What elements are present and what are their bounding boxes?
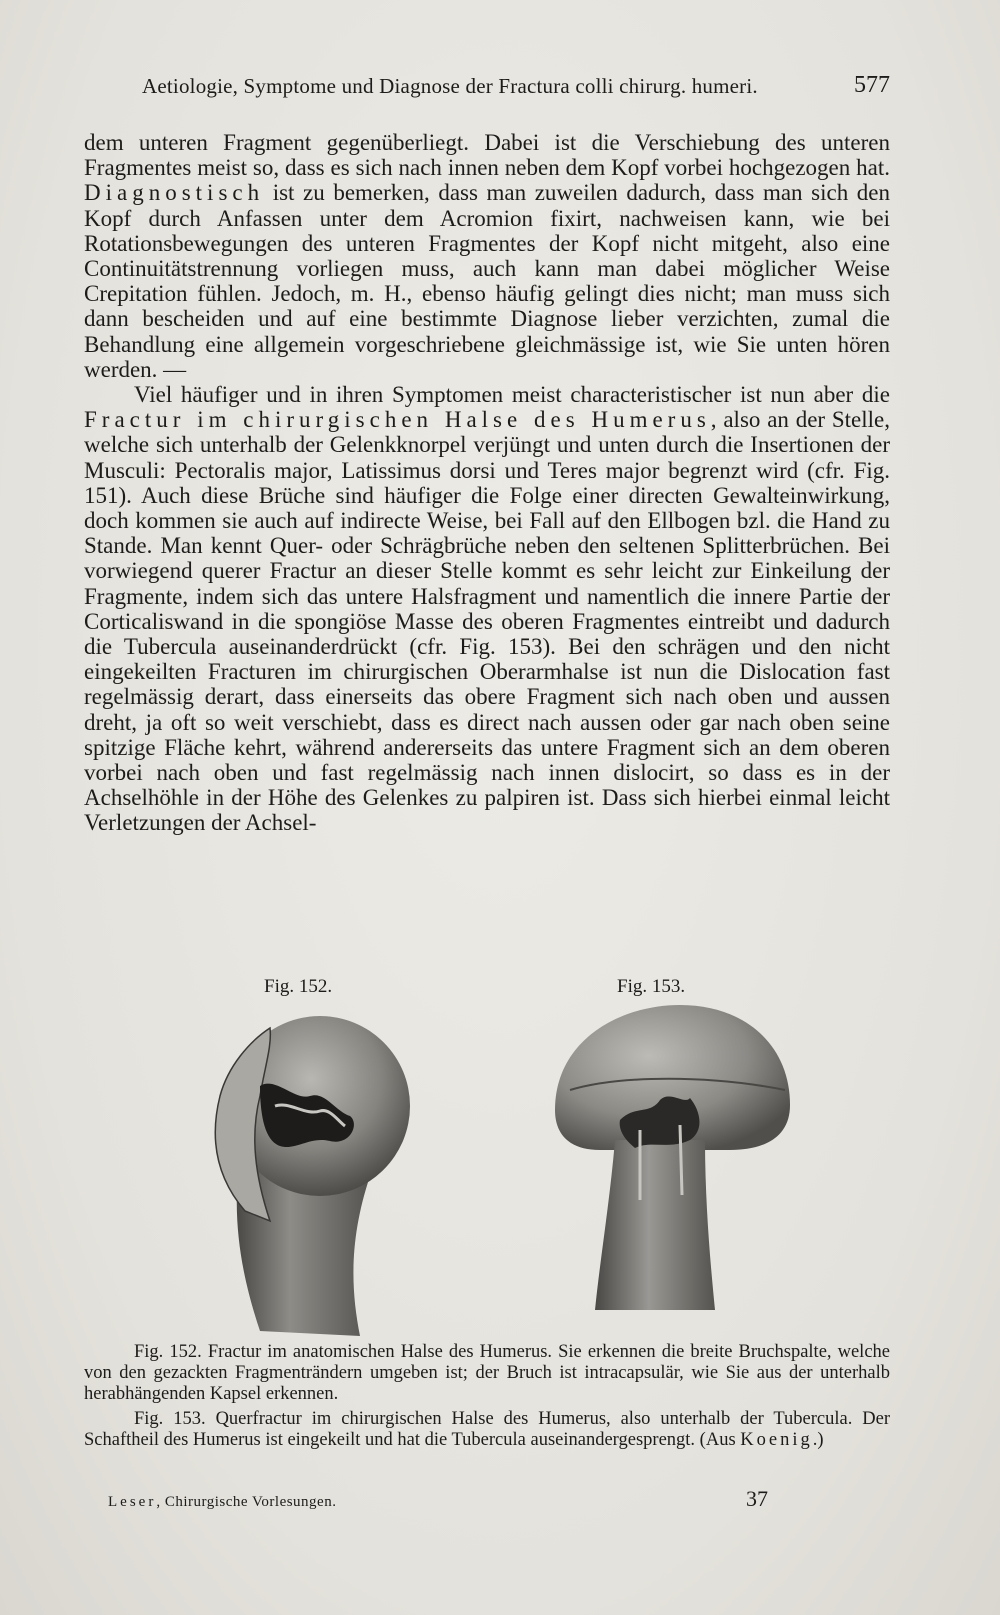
caption-152-number: Fig. 152.	[134, 1342, 202, 1362]
caption-152-text: Fractur im anatomischen Halse des Humerus. Sie erkennen die breite Bruchspalte, welche von den gezackten Fragmenträndern umgeben ist; der Bruch ist intracapsulär, wie Sie aus der unterhalb herabhängenden Kapsel erkennen.	[84, 1342, 890, 1404]
caption-fig-152	[84, 1342, 890, 1405]
paragraph-1-part-b: ist zu bemerken, dass man zuweilen dadurch, dass man sich den Kopf durch Anfassen unter dem Acromion fixirt, nachweisen kann, wie bei Rotationsbewegungen des unteren Fragmentes der Kopf nicht mitgeht, also eine Continuitätstrennung vorliegen muss, auch kann man dabei möglicher Weise Crepitation fühlen. Jedoch, m. H., ebenso häufig gelingt dies nicht; man muss sich dann bescheiden und auf eine bestimmte Diagnose lieber verzichten, zumal die Behandlung eine allgemein vorgeschriebene gleichmässige ist, wie Sie unten hören werden. —	[84, 180, 890, 382]
page-number: 577	[854, 72, 890, 98]
caption-153-text: Querfractur im chirurgischen Halse des Humerus, also unterhalb der Tubercula. Der Schaftheil des Humerus ist eingekeilt und hat die Tubercula auseinandergesprengt. (Aus	[84, 1409, 890, 1450]
paragraph-2-part-a: Viel häufiger und in ihren Symptomen meist characteristischer ist nun aber die	[134, 382, 890, 408]
body-text	[84, 130, 890, 836]
fig153-shaft	[595, 1140, 715, 1310]
figure-152-humerus-illustration	[200, 1006, 440, 1346]
caption-153-end: .)	[812, 1430, 824, 1450]
page-header	[84, 70, 890, 110]
figure-153-humerus-illustration	[540, 990, 800, 1325]
paragraph-2-part-b: , also an der Stelle, welche sich unterhalb der Gelenkknorpel verjüngt und unten durch die Insertionen der Musculi: Pectoralis major, Latissimus dorsi und Teres major begrenzt wird (cfr. Fig. 151). Auch diese Brüche sind häufiger die Folge einer directen Gewalteinwirkung, doch kommen sie auch auf indirecte Weise, bei Fall auf den Ellbogen bzl. die Hand zu Stande. Man kennt Quer- oder Schrägbrüche neben den seltenen Splitterbrüchen. Bei vorwiegend querer Fractur an dieser Stelle kommt es sehr leicht zur Einkeilung der Fragmente, indem sich das untere Halsfragment und namentlich die innere Partie der Corticaliswand in die spongiöse Masse des oberen Fragmentes eintreibt und dadurch die Tubercula auseinanderdrückt (cfr. Fig. 153). Bei den schrägen und den nicht eingekeilten Fracturen im chirurgischen Oberarmhalse ist nun die Dislocation fast regelmässig derart, dass einerseits das obere Fragment sich nach oben und aussen dreht, ja oft so weit verschiebt, dass es direct nach aussen oder gar nach oben seine spitzige Fläche kehrt, während andererseits das untere Fragment sich an dem oberen vorbei nach oben und fast regelmässig nach innen dislocirt, so dass es in der Achselhöhle in der Höhe des Gelenkes zu palpiren ist. Dass sich hierbei einmal leicht Verletzungen der Achsel-	[84, 407, 890, 836]
figure-152-label: Fig. 152.	[264, 976, 333, 997]
footer-signature	[108, 1494, 336, 1511]
emphasis-fractur-heading: Fractur im chirurgischen Halse des Humerus	[84, 407, 711, 433]
paragraph-1-part-a: dem unteren Fragment gegenüberliegt. Dabei ist die Verschiebung des unteren Fragmentes meist so, dass es sich nach innen neben dem Kopf vorbei hochgezogen hat.	[84, 130, 890, 181]
footer-signature-number: 37	[746, 1486, 768, 1511]
figure-153-label: Fig. 153.	[617, 976, 686, 997]
running-title: Aetiologie, Symptome und Diagnose der Fractura colli chirurg. humeri.	[142, 74, 758, 98]
paragraph-2	[84, 382, 890, 836]
emphasis-diagnostisch: Diagnostisch	[84, 180, 265, 206]
footer-author: Leser	[108, 1494, 157, 1510]
paragraph-1	[84, 130, 890, 382]
caption-153-author: Koenig	[740, 1430, 813, 1450]
caption-fig-153	[84, 1409, 890, 1451]
footer-book-title: , Chirurgische Vorlesungen.	[156, 1494, 337, 1510]
page-footer	[108, 1486, 768, 1516]
caption-153-number: Fig. 153.	[134, 1409, 206, 1429]
figure-captions	[84, 1342, 890, 1451]
